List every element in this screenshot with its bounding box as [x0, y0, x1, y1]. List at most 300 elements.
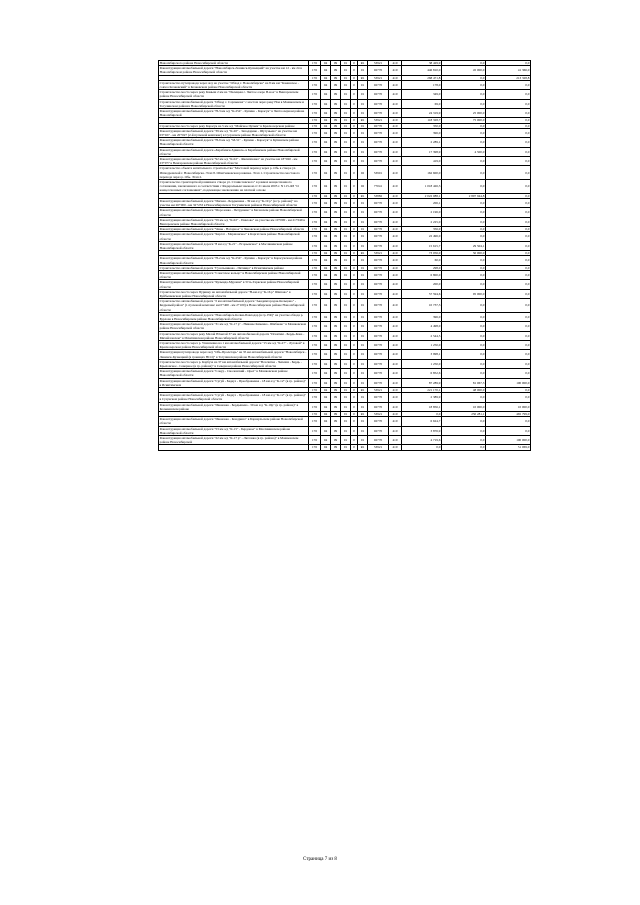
code-subsection-cell: 09 [331, 217, 341, 226]
amount-year2-cell: 0,0 [442, 166, 486, 180]
row-name-cell: Реконструкция автомобильной дороги "Ивановка - Бердышева - 39 км а/д "К-19р" (в гр. района)" в Колыванском районе [159, 402, 309, 411]
code-direction-cell: 02770 [368, 90, 389, 99]
amount-year1-cell: 73 056,0 [402, 251, 442, 256]
amount-year3-cell: 0,0 [486, 251, 531, 256]
row-name-cell: Реконструкция автомобильной дороги "Сокур - Смоленский - Орел" в Мошковском районе Новосибирской области [159, 369, 309, 378]
code-subprogram-cell: 0 [351, 299, 358, 313]
code-subsection-cell: 09 [331, 90, 341, 99]
code-admin-cell: 176 [309, 147, 321, 156]
code-section-cell: 04 [321, 80, 331, 89]
amount-year1-cell: 1 250,0 [402, 340, 442, 349]
code-program-cell: 01 [341, 157, 351, 166]
table-row [159, 217, 531, 226]
code-program-cell: 01 [341, 232, 351, 241]
code-expense-type-cell: 410 [389, 402, 402, 411]
code-section-cell: 04 [321, 280, 331, 289]
amount-year2-cell: 0,0 [442, 128, 486, 137]
code-subsection-cell: 09 [331, 369, 341, 378]
amount-year2-cell: 0,0 [442, 359, 486, 368]
code-expense-type-cell: 410 [389, 350, 402, 359]
code-direction-cell: 53901 [368, 166, 389, 180]
code-subprogram-cell: 0 [351, 378, 358, 387]
code-subsection-cell: 09 [331, 299, 341, 313]
amount-year1-cell: 178,0 [402, 80, 442, 89]
row-name-cell: Строительство моста через Пуринеу на автомобильной дороге "Н-км а/д "К-16 р" Шипово" в Куйбышевском районе Новосибирской области [159, 289, 309, 298]
code-event-cell: 01 [358, 128, 368, 137]
amount-year2-cell: 0,0 [442, 445, 486, 450]
code-subprogram-cell: 0 [351, 147, 358, 156]
code-section-cell: 04 [321, 157, 331, 166]
code-program-cell: 01 [341, 299, 351, 313]
code-direction-cell: 02770 [368, 265, 389, 270]
code-section-cell: 04 [321, 350, 331, 359]
code-subprogram-cell: 0 [351, 340, 358, 349]
code-section-cell: 04 [321, 90, 331, 99]
code-expense-type-cell: 410 [389, 256, 402, 265]
amount-year3-cell: 0,0 [486, 265, 531, 270]
row-name-cell: Строительство моста через реку Малой Юзыгай 37 км автомобильной дороги "Искитим - Бердь-Кова - Михайловская" в Искитимском районе Новосибирской области [159, 331, 309, 340]
code-program-cell: 01 [341, 256, 351, 265]
amount-year3-cell: 0,0 [486, 299, 531, 313]
amount-year3-cell: 0,0 [486, 123, 531, 128]
amount-year2-cell: 0,0 [442, 436, 486, 445]
code-subprogram-cell: 0 [351, 270, 358, 279]
code-subprogram-cell: 0 [351, 123, 358, 128]
amount-year2-cell: 0,0 [442, 350, 486, 359]
code-expense-type-cell: 410 [389, 61, 402, 66]
code-program-cell: 01 [341, 166, 351, 180]
amount-year1-cell: 200,0 [402, 280, 442, 289]
code-section-cell: 04 [321, 109, 331, 118]
code-expense-type-cell: 410 [389, 299, 402, 313]
code-program-cell: 01 [341, 61, 351, 66]
code-direction-cell: 02770 [368, 369, 389, 378]
code-subprogram-cell: 0 [351, 280, 358, 289]
code-direction-cell: 53921 [368, 75, 389, 80]
code-admin-cell: 176 [309, 61, 321, 66]
code-subsection-cell: 09 [331, 378, 341, 387]
code-section-cell: 04 [321, 208, 331, 217]
code-subsection-cell: 09 [331, 193, 341, 198]
code-expense-type-cell: 410 [389, 217, 402, 226]
code-direction-cell: 02770 [368, 157, 389, 166]
code-direction-cell: 02770 [368, 340, 389, 349]
code-event-cell: 01 [358, 299, 368, 313]
row-name-cell: Строительство транспортной развязки в створе ул. Станиславского" в рамках концессионного соглашения, заключенного в соответствии с Федеральным законом от 21 июля 2005 г. N 115-ФЗ "О концессионных соглашениях", подлежащее заключению на платной основе [159, 180, 309, 194]
amount-year2-cell: 29 504,1 [442, 241, 486, 250]
amount-year3-cell: 465 799,0 [486, 412, 531, 417]
amount-year1-cell: 4 719,6 [402, 436, 442, 445]
code-admin-cell: 176 [309, 270, 321, 279]
code-event-cell: 01 [358, 256, 368, 265]
code-program-cell: 01 [341, 393, 351, 402]
code-event-cell: R1 [358, 388, 368, 393]
code-program-cell: 01 [341, 208, 351, 217]
code-direction-cell: 02770 [368, 80, 389, 89]
amount-year3-cell: 41 366,0 [486, 66, 531, 75]
table-row [159, 138, 531, 147]
code-direction-cell: 02770 [368, 436, 389, 445]
amount-year2-cell: 4 500,0 [442, 147, 486, 156]
amount-year1-cell: 57 594,6 [402, 289, 442, 298]
code-expense-type-cell: 410 [389, 369, 402, 378]
code-expense-type-cell: 410 [389, 109, 402, 118]
code-subsection-cell: 09 [331, 118, 341, 123]
table-row [159, 90, 531, 99]
code-section-cell: 04 [321, 256, 331, 265]
code-admin-cell: 176 [309, 312, 321, 321]
code-event-cell: 01 [358, 270, 368, 279]
row-name-cell: Реконструкция автомобильной дороги "59 км а/д "К-02" - Павлово" на участке км 10+000 - км 21+049 в Венгеровском районе Новосибирской области [159, 217, 309, 226]
code-subsection-cell: 09 [331, 289, 341, 298]
code-event-cell: 01 [358, 359, 368, 368]
code-admin-cell: 176 [309, 75, 321, 80]
code-expense-type-cell: 410 [389, 198, 402, 207]
code-subprogram-cell: 0 [351, 99, 358, 108]
code-program-cell: 01 [341, 280, 351, 289]
code-subsection-cell: 09 [331, 147, 341, 156]
code-admin-cell: 176 [309, 198, 321, 207]
code-program-cell: 01 [341, 251, 351, 256]
amount-year1-cell: 17 398,9 [402, 147, 442, 156]
code-subsection-cell: 09 [331, 241, 341, 250]
row-name-cell: Реконструкция автомобильной дороги "Ивановка - Кондрино" в Барнаульском районе Новосибирской области [159, 417, 309, 426]
row-name-cell: Реконструкция автомобильной дороги "Н-9 км а/д "М-51" - Купино - Карасук" в Купинском районе Новосибирской области [159, 138, 309, 147]
amount-year3-cell: 0,0 [486, 61, 531, 66]
code-section-cell: 04 [321, 227, 331, 232]
code-admin-cell: 176 [309, 80, 321, 89]
amount-year3-cell: 0,0 [486, 227, 531, 232]
code-program-cell: 01 [341, 331, 351, 340]
code-direction-cell: 02770 [368, 393, 389, 402]
amount-year1-cell: 0,0 [402, 412, 442, 417]
code-program-cell: 01 [341, 118, 351, 123]
code-program-cell: 01 [341, 147, 351, 156]
code-subprogram-cell: 0 [351, 256, 358, 265]
page-footer: Страница 7 из 8 [303, 857, 337, 862]
amount-year1-cell: 446 810,0 [402, 66, 442, 75]
table-row [159, 402, 531, 411]
amount-year2-cell: 0,0 [442, 99, 486, 108]
code-subprogram-cell: 0 [351, 445, 358, 450]
code-section-cell: 04 [321, 289, 331, 298]
amount-year1-cell: 4 498,0 [402, 322, 442, 331]
code-subprogram-cell: 0 [351, 208, 358, 217]
code-event-cell: 01 [358, 138, 368, 147]
amount-year3-cell: 0,0 [486, 157, 531, 166]
code-admin-cell: 176 [309, 66, 321, 75]
code-expense-type-cell: 410 [389, 426, 402, 435]
amount-year2-cell: 0,0 [442, 417, 486, 426]
code-subprogram-cell: 0 [351, 80, 358, 89]
amount-year1-cell: 298,0 [402, 265, 442, 270]
code-event-cell: 01 [358, 331, 368, 340]
code-section-cell: 04 [321, 193, 331, 198]
amount-year3-cell: 0,0 [486, 340, 531, 349]
amount-year3-cell: 0,0 [486, 350, 531, 359]
code-subsection-cell: 09 [331, 312, 341, 321]
code-expense-type-cell: 410 [389, 166, 402, 180]
amount-year3-cell: 0,0 [486, 256, 531, 265]
code-subsection-cell: 09 [331, 157, 341, 166]
amount-year1-cell: 1 250,0 [402, 359, 442, 368]
amount-year3-cell: 0,0 [486, 312, 531, 321]
table-row [159, 270, 531, 279]
code-expense-type-cell: 410 [389, 118, 402, 123]
code-subprogram-cell: 0 [351, 322, 358, 331]
table-row [159, 299, 531, 313]
code-direction-cell: 02770 [368, 256, 389, 265]
code-event-cell: 01 [358, 280, 368, 289]
code-direction-cell: 02770 [368, 331, 389, 340]
code-subprogram-cell: 0 [351, 331, 358, 340]
code-event-cell: 01 [358, 109, 368, 118]
code-direction-cell: 02770 [368, 270, 389, 279]
code-subsection-cell: 09 [331, 388, 341, 393]
code-admin-cell: 176 [309, 350, 321, 359]
code-section-cell: 04 [321, 331, 331, 340]
code-subsection-cell: 09 [331, 393, 341, 402]
code-section-cell: 04 [321, 265, 331, 270]
code-expense-type-cell: 410 [389, 445, 402, 450]
code-section-cell: 04 [321, 118, 331, 123]
code-program-cell: 01 [341, 109, 351, 118]
amount-year2-cell: 0,0 [442, 157, 486, 166]
row-name-cell: Строительство моста через реку Камыш 2 км на "Палецкая с. Чистое озеро В-ное" в Венгеровском районе Новосибирской области [159, 90, 309, 99]
code-admin-cell: 176 [309, 289, 321, 298]
code-admin-cell: 176 [309, 340, 321, 349]
amount-year2-cell: 0,0 [442, 180, 486, 194]
code-admin-cell: 176 [309, 359, 321, 368]
code-section-cell: 04 [321, 445, 331, 450]
code-program-cell: 01 [341, 369, 351, 378]
table-row [159, 128, 531, 137]
code-direction-cell: 02770 [368, 378, 389, 387]
code-expense-type-cell: 410 [389, 378, 402, 387]
code-expense-type-cell: 410 [389, 138, 402, 147]
code-event-cell: R1 [358, 251, 368, 256]
code-program-cell: 01 [341, 270, 351, 279]
amount-year2-cell: 0,0 [442, 299, 486, 313]
code-subsection-cell: 09 [331, 256, 341, 265]
table-row [159, 426, 531, 435]
code-subprogram-cell: 0 [351, 193, 358, 198]
amount-year3-cell: 100 000,0 [486, 436, 531, 445]
row-name-cell: Реконструкция автомобильной дороги "Кулында-Мураши" в Усть-Таркском районе Новосибирской области [159, 280, 309, 289]
code-expense-type-cell: 410 [389, 90, 402, 99]
code-section-cell: 04 [321, 166, 331, 180]
code-event-cell: 01 [358, 157, 368, 166]
code-program-cell: 01 [341, 198, 351, 207]
code-expense-type-cell: 410 [389, 388, 402, 393]
code-program-cell: 01 [341, 80, 351, 89]
table-row [159, 322, 531, 331]
code-direction-cell: 02770 [368, 227, 389, 232]
code-direction-cell: 53921 [368, 118, 389, 123]
code-expense-type-cell: 410 [389, 280, 402, 289]
code-admin-cell: 176 [309, 393, 321, 402]
code-program-cell: 01 [341, 322, 351, 331]
code-admin-cell: 176 [309, 118, 321, 123]
table-row [159, 359, 531, 368]
code-subsection-cell: 09 [331, 123, 341, 128]
code-subprogram-cell: 0 [351, 417, 358, 426]
row-name-cell: Реконструкция автомобильной дороги "Сугуй - Бедеуз - Преображенка - 18 км а/д "К-12" (в гр. района)" в Искитимском [159, 378, 309, 387]
code-subsection-cell: 09 [331, 426, 341, 435]
table-row [159, 289, 531, 298]
table-row [159, 147, 531, 156]
code-direction-cell: 53921 [368, 251, 389, 256]
code-expense-type-cell: 410 [389, 66, 402, 75]
amount-year2-cell: 0,0 [442, 331, 486, 340]
code-subsection-cell: 09 [331, 80, 341, 89]
code-subprogram-cell: 0 [351, 138, 358, 147]
amount-year3-cell: 10 000,0 [486, 402, 531, 411]
row-name-cell: Реконструкция автомобильной дороги "53 км а/д "К-15" - Бердовое" в Маслянинском районе Новосибирской области [159, 426, 309, 435]
code-subsection-cell: 09 [331, 265, 341, 270]
table-row [159, 256, 531, 265]
code-section-cell: 04 [321, 198, 331, 207]
code-admin-cell: 176 [309, 299, 321, 313]
code-expense-type-cell: 410 [389, 393, 402, 402]
table-row [159, 208, 531, 217]
code-section-cell: 04 [321, 393, 331, 402]
code-program-cell: 01 [341, 436, 351, 445]
code-section-cell: 04 [321, 369, 331, 378]
code-event-cell: 01 [358, 80, 368, 89]
code-direction-cell: 02770 [368, 232, 389, 241]
table-row [159, 350, 531, 359]
code-program-cell: 01 [341, 426, 351, 435]
amount-year1-cell: 221 170,1 [402, 388, 442, 393]
code-event-cell: 01 [358, 241, 368, 250]
code-expense-type-cell: 410 [389, 436, 402, 445]
code-section-cell: 04 [321, 417, 331, 426]
code-subprogram-cell: 0 [351, 369, 358, 378]
code-event-cell: 01 [358, 66, 368, 75]
code-section-cell: 04 [321, 340, 331, 349]
code-program-cell: 01 [341, 90, 351, 99]
code-direction-cell: 02770 [368, 241, 389, 250]
table-row [159, 393, 531, 402]
table-row [159, 198, 531, 207]
amount-year1-cell: 419,0 [402, 157, 442, 166]
code-expense-type-cell: 410 [389, 128, 402, 137]
amount-year1-cell: 2 389,9 [402, 393, 442, 402]
code-section-cell: 04 [321, 123, 331, 128]
code-expense-type-cell: 410 [389, 227, 402, 232]
code-admin-cell: 176 [309, 241, 321, 250]
code-expense-type-cell: 410 [389, 157, 402, 166]
code-expense-type-cell: 410 [389, 80, 402, 89]
code-event-cell: 01 [358, 378, 368, 387]
code-admin-cell: 176 [309, 99, 321, 108]
code-admin-cell: 176 [309, 157, 321, 166]
code-admin-cell: 176 [309, 90, 321, 99]
amount-year3-cell: 0,0 [486, 166, 531, 180]
amount-year1-cell: 356,0 [402, 227, 442, 232]
code-event-cell: 01 [358, 426, 368, 435]
code-admin-cell: 176 [309, 378, 321, 387]
code-subsection-cell: 09 [331, 412, 341, 417]
code-section-cell: 04 [321, 436, 331, 445]
table-row [159, 166, 531, 180]
code-expense-type-cell: 410 [389, 270, 402, 279]
table-row [159, 369, 531, 378]
code-subprogram-cell: 0 [351, 198, 358, 207]
code-program-cell: 01 [341, 138, 351, 147]
row-name-cell: Реконструкция автомобильной дороги "Новосибирск-Кочки-Павлодар (в гр. РФ)" на участке обхода р. Бурлова в Новосибирском районе Новосибирской области [159, 312, 309, 321]
code-expense-type-cell: 410 [389, 180, 402, 194]
amount-year2-cell: 0,0 [442, 208, 486, 217]
code-admin-cell: 176 [309, 208, 321, 217]
code-expense-type-cell: 410 [389, 417, 402, 426]
code-subprogram-cell: 0 [351, 265, 358, 270]
code-section-cell: 04 [321, 412, 331, 417]
code-direction-cell: 02770 [368, 123, 389, 128]
code-event-cell: 01 [358, 147, 368, 156]
code-event-cell: 01 [358, 402, 368, 411]
amount-year3-cell: 0,0 [486, 331, 531, 340]
amount-year1-cell: 396,0 [402, 312, 442, 321]
amount-year2-cell: 0,0 [442, 265, 486, 270]
amount-year3-cell: 0,0 [486, 270, 531, 279]
amount-year2-cell: 10 000,0 [442, 402, 486, 411]
code-program-cell: 01 [341, 75, 351, 80]
code-section-cell: 04 [321, 66, 331, 75]
amount-year2-cell: 0,0 [442, 256, 486, 265]
amount-year1-cell: 3 998,1 [402, 350, 442, 359]
amount-year2-cell: 0,0 [442, 270, 486, 279]
code-subprogram-cell: 0 [351, 388, 358, 393]
code-program-cell: 01 [341, 350, 351, 359]
amount-year2-cell: 0,0 [442, 312, 486, 321]
code-admin-cell: 176 [309, 322, 321, 331]
code-event-cell: 01 [358, 198, 368, 207]
code-event-cell: 01 [358, 436, 368, 445]
amount-year1-cell: 2 544,5 [402, 331, 442, 340]
code-expense-type-cell: 410 [389, 312, 402, 321]
amount-year3-cell: 0,0 [486, 241, 531, 250]
code-expense-type-cell: 410 [389, 359, 402, 368]
row-name-cell: Строительство автомобильной дороги "Гусельниково - Пятница" в Искитимском районе [159, 265, 309, 270]
code-admin-cell: 176 [309, 232, 321, 241]
amount-year3-cell: 0,0 [486, 232, 531, 241]
row-name-cell: Реконструкция автомобильной дороги "92 км а/д "К-02" - Филипповка" на участке км 18+020 - км 23+077 в Венгеровском районе Новосибирской области [159, 157, 309, 166]
code-admin-cell: 176 [309, 436, 321, 445]
amount-year2-cell: 0,0 [442, 90, 486, 99]
code-event-cell: 01 [358, 340, 368, 349]
code-program-cell: 01 [341, 66, 351, 75]
code-program-cell: 01 [341, 359, 351, 368]
code-admin-cell: 176 [309, 138, 321, 147]
code-event-cell: 01 [358, 227, 368, 232]
code-subsection-cell: 09 [331, 359, 341, 368]
code-direction-cell: 02770 [368, 402, 389, 411]
table-row [159, 66, 531, 75]
code-direction-cell: 53921 [368, 61, 389, 66]
amount-year2-cell: 0,0 [442, 393, 486, 402]
code-program-cell: 01 [341, 388, 351, 393]
code-subsection-cell: 09 [331, 75, 341, 80]
code-subsection-cell: 09 [331, 180, 341, 194]
code-admin-cell: 176 [309, 388, 321, 393]
code-direction-cell: 02770 [368, 66, 389, 75]
amount-year3-cell: 0,0 [486, 369, 531, 378]
code-direction-cell: 02770 [368, 299, 389, 313]
code-event-cell: 01 [358, 350, 368, 359]
code-subsection-cell: 09 [331, 128, 341, 137]
